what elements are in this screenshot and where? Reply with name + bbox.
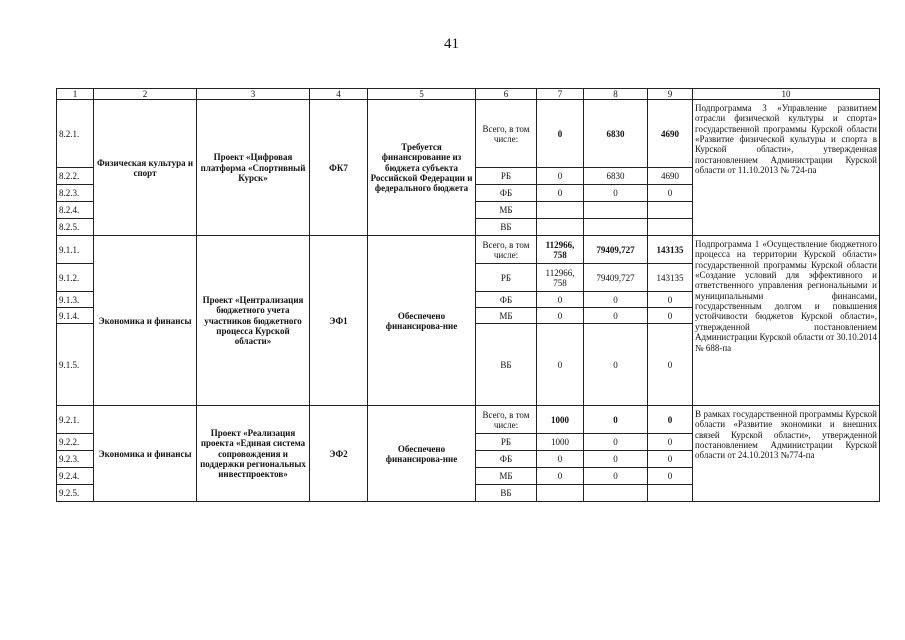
value-2021: 0	[648, 406, 693, 434]
value-2019: 0	[537, 324, 584, 406]
value-2020: 0	[584, 451, 648, 468]
value-2020: 0	[584, 434, 648, 451]
row-code: 8.2.4.	[57, 202, 94, 219]
financing-status: Требуется финансирование из бюджета субъекта Российской Федерации и федерального бюджета	[368, 100, 476, 236]
row-code: 9.1.4.	[57, 308, 94, 324]
source-cell: МБ	[476, 202, 537, 219]
row-code: 9.1.3.	[57, 292, 94, 308]
value-2020: 0	[584, 292, 648, 308]
source-cell: Всего, в том числе:	[476, 406, 537, 434]
source-cell: РБ	[476, 264, 537, 292]
source-cell: Всего, в том числе:	[476, 100, 537, 168]
value-2019	[537, 202, 584, 219]
header-cell: 5	[368, 89, 476, 100]
financing-status: Обеспечено финансирова-ние	[368, 406, 476, 502]
value-2021: 4690	[648, 100, 693, 168]
header-cell: 8	[584, 89, 648, 100]
project-code: ЭФ1	[310, 236, 368, 406]
area-cell: Физическая культура и спорт	[94, 100, 197, 236]
value-2020	[584, 202, 648, 219]
value-2019: 112966, 758	[537, 264, 584, 292]
header-cell: 7	[537, 89, 584, 100]
row-code: 8.2.1.	[57, 100, 94, 168]
source-cell: ФБ	[476, 185, 537, 202]
source-cell: РБ	[476, 434, 537, 451]
value-2020: 6830	[584, 100, 648, 168]
value-2020: 0	[584, 185, 648, 202]
header-cell: 6	[476, 89, 537, 100]
source-cell: ФБ	[476, 451, 537, 468]
value-2019: 0	[537, 100, 584, 168]
financing-status: Обеспечено финансирова-ние	[368, 236, 476, 406]
source-cell: МБ	[476, 468, 537, 485]
value-2020: 79409,727	[584, 264, 648, 292]
value-2020: 0	[584, 406, 648, 434]
value-2019: 112966, 758	[537, 236, 584, 264]
value-2021	[648, 485, 693, 502]
value-2019: 0	[537, 451, 584, 468]
value-2020	[584, 219, 648, 236]
table-row	[57, 236, 880, 264]
value-2019	[537, 219, 584, 236]
header-cell: 3	[197, 89, 310, 100]
value-2019: 0	[537, 168, 584, 185]
value-2021: 143135	[648, 236, 693, 264]
value-2021: 0	[648, 468, 693, 485]
row-code: 8.2.3.	[57, 185, 94, 202]
program-table	[56, 88, 880, 502]
row-code: 8.2.5.	[57, 219, 94, 236]
value-2021: 0	[648, 185, 693, 202]
value-2021: 4690	[648, 168, 693, 185]
area-cell: Экономика и финансы	[94, 236, 197, 406]
project-cell: Проект «Централизация бюджетного учета участников бюджетного процесса Курской области»	[197, 236, 310, 406]
row-code: 9.1.1.	[57, 236, 94, 264]
header-cell: 1	[57, 89, 94, 100]
row-code: 9.1.5.	[57, 324, 94, 406]
value-2020: 6830	[584, 168, 648, 185]
source-cell: ВБ	[476, 219, 537, 236]
value-2019: 0	[537, 308, 584, 324]
table-row	[57, 100, 880, 168]
row-code: 9.2.3.	[57, 451, 94, 468]
value-2021: 0	[648, 292, 693, 308]
header-cell: 4	[310, 89, 368, 100]
page-number: 41	[444, 36, 459, 52]
value-2021	[648, 202, 693, 219]
note-cell: Подпрограмма 1 «Осуществление бюджетного процесса на территории Курской области» государственной программы Курской области «Создание условий для эффективного и ответственного управления региональными и муниципальными финансами, государственным долгом и повышения устойчивости бюджетов Курской области», утвержденной постановлением Администрации Курской области от 30.10.2014 № 688-па	[693, 236, 880, 406]
table-row	[57, 406, 880, 434]
project-cell: Проект «Цифровая платформа «Спортивный Курск»	[197, 100, 310, 236]
project-code: ЭФ2	[310, 406, 368, 502]
area-cell: Экономика и финансы	[94, 406, 197, 502]
header-row	[57, 89, 880, 100]
header-cell: 10	[693, 89, 880, 100]
value-2019	[537, 485, 584, 502]
row-code: 9.2.4.	[57, 468, 94, 485]
value-2019: 0	[537, 292, 584, 308]
source-cell: РБ	[476, 168, 537, 185]
value-2021	[648, 219, 693, 236]
source-cell: МБ	[476, 308, 537, 324]
row-code: 9.2.5.	[57, 485, 94, 502]
source-cell: ВБ	[476, 485, 537, 502]
row-code: 8.2.2.	[57, 168, 94, 185]
value-2021: 0	[648, 308, 693, 324]
note-cell: Подпрограмма 3 «Управление развитием отрасли физической культуры и спорта» государственной программы Курской области «Развитие физической культуры и спорта в Курской области», утвержденная постановлением Администрации Курской области от 11.10.2013 № 724-па	[693, 100, 880, 236]
value-2021: 0	[648, 324, 693, 406]
value-2021: 0	[648, 451, 693, 468]
header-cell: 2	[94, 89, 197, 100]
project-cell: Проект «Реализация проекта «Единая система сопровождения и поддержки региональных инвестпроектов»	[197, 406, 310, 502]
row-code: 9.2.1.	[57, 406, 94, 434]
header-cell: 9	[648, 89, 693, 100]
note-cell: В рамках государственной программы Курской области «Развитие экономики и внешних связей Курской области», утвержденной постановлением Администрации Курской области от 24.10.2013 №774-па	[693, 406, 880, 502]
row-code: 9.2.2.	[57, 434, 94, 451]
value-2020: 79409,727	[584, 236, 648, 264]
value-2020	[584, 485, 648, 502]
value-2020: 0	[584, 468, 648, 485]
source-cell: Всего, в том числе:	[476, 236, 537, 264]
value-2020: 0	[584, 308, 648, 324]
value-2019: 1000	[537, 434, 584, 451]
value-2019: 0	[537, 185, 584, 202]
source-cell: ВБ	[476, 324, 537, 406]
source-cell: ФБ	[476, 292, 537, 308]
value-2021: 143135	[648, 264, 693, 292]
value-2021: 0	[648, 434, 693, 451]
project-code: ФК7	[310, 100, 368, 236]
value-2020: 0	[584, 324, 648, 406]
value-2019: 1000	[537, 406, 584, 434]
row-code: 9.1.2.	[57, 264, 94, 292]
value-2019: 0	[537, 468, 584, 485]
